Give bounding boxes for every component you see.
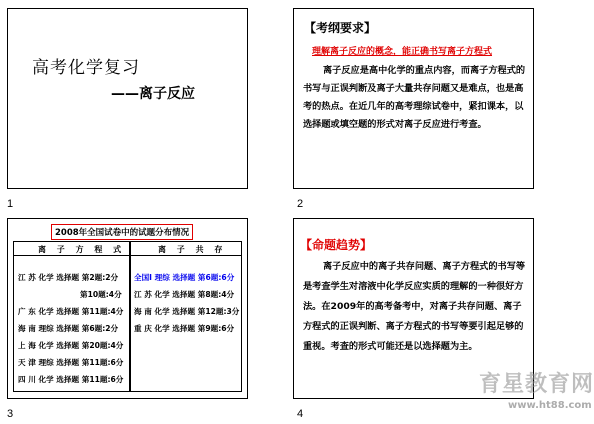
requirement-text: 理解离子反应的概念，能正确书写离子方程式 [312, 47, 493, 57]
table-row: 海 南 化学 选择题 第12题:3分 [134, 307, 240, 316]
column-divider [129, 242, 131, 391]
table-row: 上 海 化学 选择题 第20题:4分 [18, 341, 124, 350]
section-heading: 【命题趋势】 [300, 238, 373, 252]
slide-number: 1 [7, 198, 14, 210]
slide-2[interactable] [293, 8, 534, 189]
table-title: 2008年全国试卷中的试题分布情况 [51, 224, 193, 240]
table-row: 广 东 化学 选择题 第11题:4分 [18, 307, 124, 316]
slide-3[interactable] [7, 218, 248, 399]
table-row: 全国Ⅰ 理综 选择题 第6题:6分 [134, 273, 235, 282]
body-paragraph: 离子反应是高中化学的重点内容，而离子方程式的书写与正误判断及离子大量共存问题又是难点，也是高考的热点。在近几年的高考理综试卷中，紧扣课本，以选择题或填空题的形式对离子反应进行考查。 [303, 65, 526, 130]
table-row: 四 川 化学 选择题 第11题:6分 [18, 375, 124, 384]
slide-subtitle: ——离子反应 [111, 86, 195, 102]
slide-number: 3 [7, 408, 14, 420]
table-row: 江 苏 化学 选择题 第2题:2分 [18, 273, 119, 282]
slide-number: 4 [297, 408, 304, 420]
body-paragraph: 离子反应中的离子共存问题、离子方程式的书写等是考查学生对溶液中化学反应实质的理解的一种很好方法。在2009年的高考备考中，对离子共存问题、离子方程式的正误判断、离子方程式的书写等要引起足够的重视。考查的形式可能还是以选择题为主。 [303, 261, 526, 352]
watermark-url: www.ht88.com [508, 400, 592, 411]
section-heading: 【考纲要求】 [304, 21, 377, 35]
table-row: 海 南 理综 选择题 第6题:2分 [18, 324, 119, 333]
table-row: 天 津 理综 选择题 第11题:6分 [18, 358, 124, 367]
column-header-equation: 离 子 方 程 式 [38, 245, 126, 254]
header-divider [14, 255, 241, 256]
slide-title: 高考化学复习 [32, 58, 140, 78]
slide-4[interactable] [293, 218, 594, 411]
distribution-table [13, 241, 242, 392]
watermark-logo: 育星教育网 [479, 372, 594, 397]
slide-number: 2 [297, 198, 304, 210]
table-row: 重 庆 化学 选择题 第9题:6分 [134, 324, 235, 333]
column-header-coexist: 离 子 共 存 [158, 245, 227, 254]
table-row: 第10题:4分 [80, 290, 122, 299]
table-row: 江 苏 化学 选择题 第8题:4分 [134, 290, 235, 299]
slide-1[interactable] [7, 8, 248, 189]
